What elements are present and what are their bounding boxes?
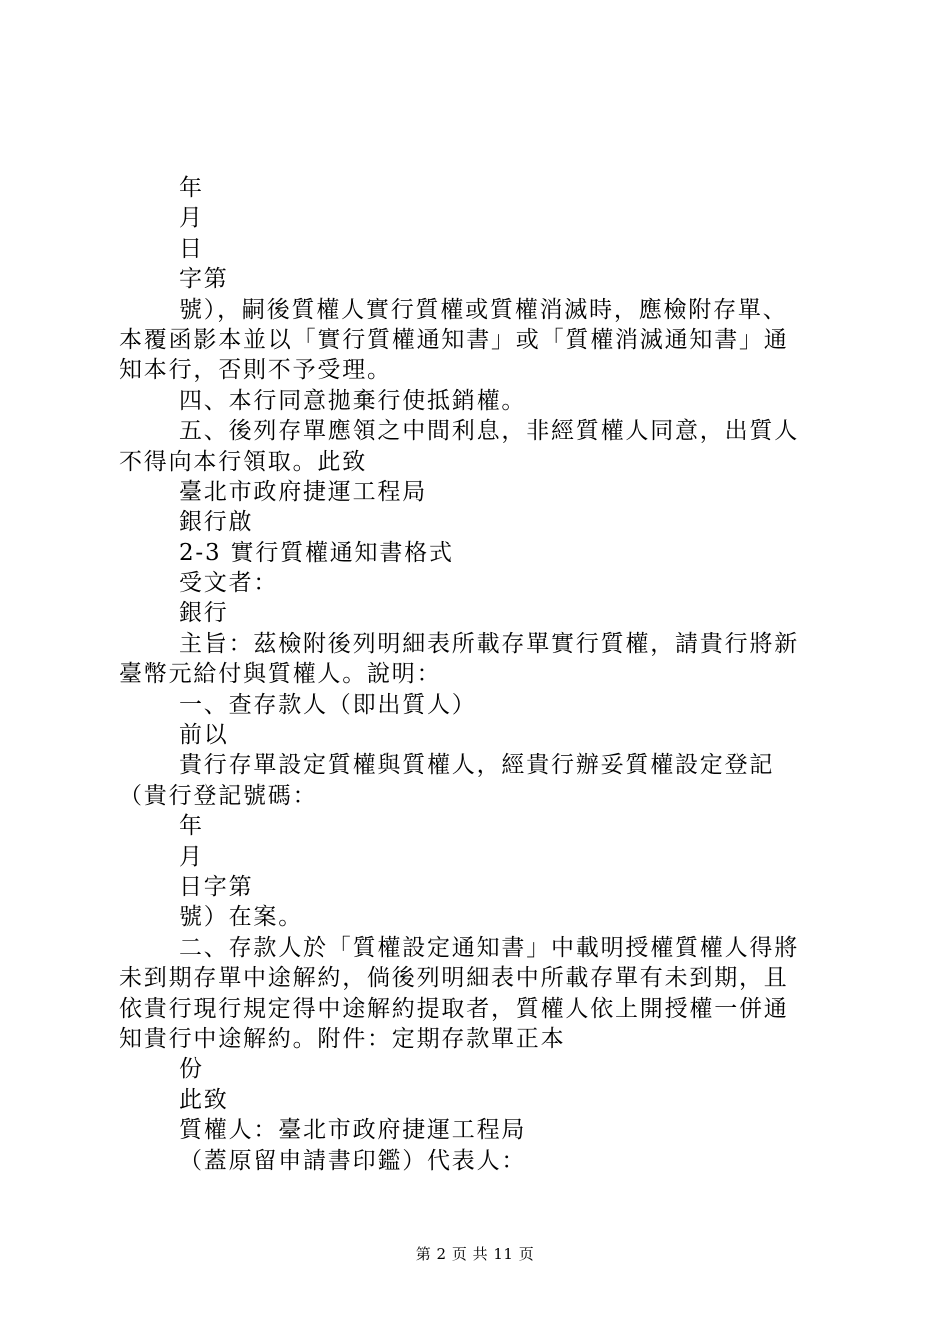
text-line: 2-3 實行質權通知書格式 xyxy=(179,539,454,566)
text-line: 臺幣元給付與質權人。說明： xyxy=(119,661,442,688)
text-line: 臺北市政府捷運工程局 xyxy=(179,478,427,505)
text-line: 銀行 xyxy=(179,600,229,627)
text-line: 前以 xyxy=(179,722,229,749)
text-line: 本覆函影本並以「實行質權通知書」或「質權消滅通知書」通 xyxy=(119,326,789,353)
text-line: 日 xyxy=(179,235,204,262)
text-line: 年 xyxy=(179,175,204,201)
text-line: 年 xyxy=(179,813,204,840)
text-line: 未到期存單中途解約，倘後列明細表中所載存單有未到期，且 xyxy=(119,965,789,992)
text-line: 一、查存款人（即出質人） xyxy=(179,691,477,718)
text-line: 不得向本行領取。此致 xyxy=(119,448,367,475)
text-line: （貴行登記號碼： xyxy=(119,782,318,809)
text-line: 字第 xyxy=(179,266,229,293)
text-line: 知本行，否則不予受理。 xyxy=(119,357,392,384)
text-line: 依貴行現行規定得中途解約提取者，質權人依上開授權一併通 xyxy=(119,995,789,1022)
text-line: 二、存款人於「質權設定通知書」中載明授權質權人得將 xyxy=(179,934,799,961)
text-line: 四、本行同意拋棄行使抵銷權。 xyxy=(179,387,527,414)
text-line: 此致 xyxy=(179,1086,229,1113)
text-line: 銀行啟 xyxy=(179,509,254,536)
text-line: 號），嗣後質權人實行質權或質權消滅時，應檢附存單、 xyxy=(179,296,788,323)
text-line: 號）在案。 xyxy=(179,904,303,931)
text-line: 日字第 xyxy=(179,873,254,900)
text-line: 份 xyxy=(179,1056,204,1083)
text-line: 主旨：茲檢附後列明細表所載存單實行質權，請貴行將新 xyxy=(179,630,799,657)
document-body xyxy=(119,173,831,1176)
page-footer: 第 2 页 共 11 页 xyxy=(415,1245,535,1263)
text-line: 五、後列存單應領之中間利息，非經質權人同意，出質人 xyxy=(179,418,799,445)
text-line: 月 xyxy=(179,843,204,870)
text-line: 月 xyxy=(179,205,204,232)
text-line: 質權人：臺北市政府捷運工程局 xyxy=(179,1117,527,1144)
text-line: （蓋原留申請書印鑑）代表人： xyxy=(179,1147,527,1174)
text-line: 知貴行中途解約。附件：定期存款單正本 xyxy=(119,1025,566,1052)
text-line: 受文者： xyxy=(179,570,279,597)
text-line: 貴行存單設定質權與質權人，經貴行辦妥質權設定登記 xyxy=(179,752,775,779)
